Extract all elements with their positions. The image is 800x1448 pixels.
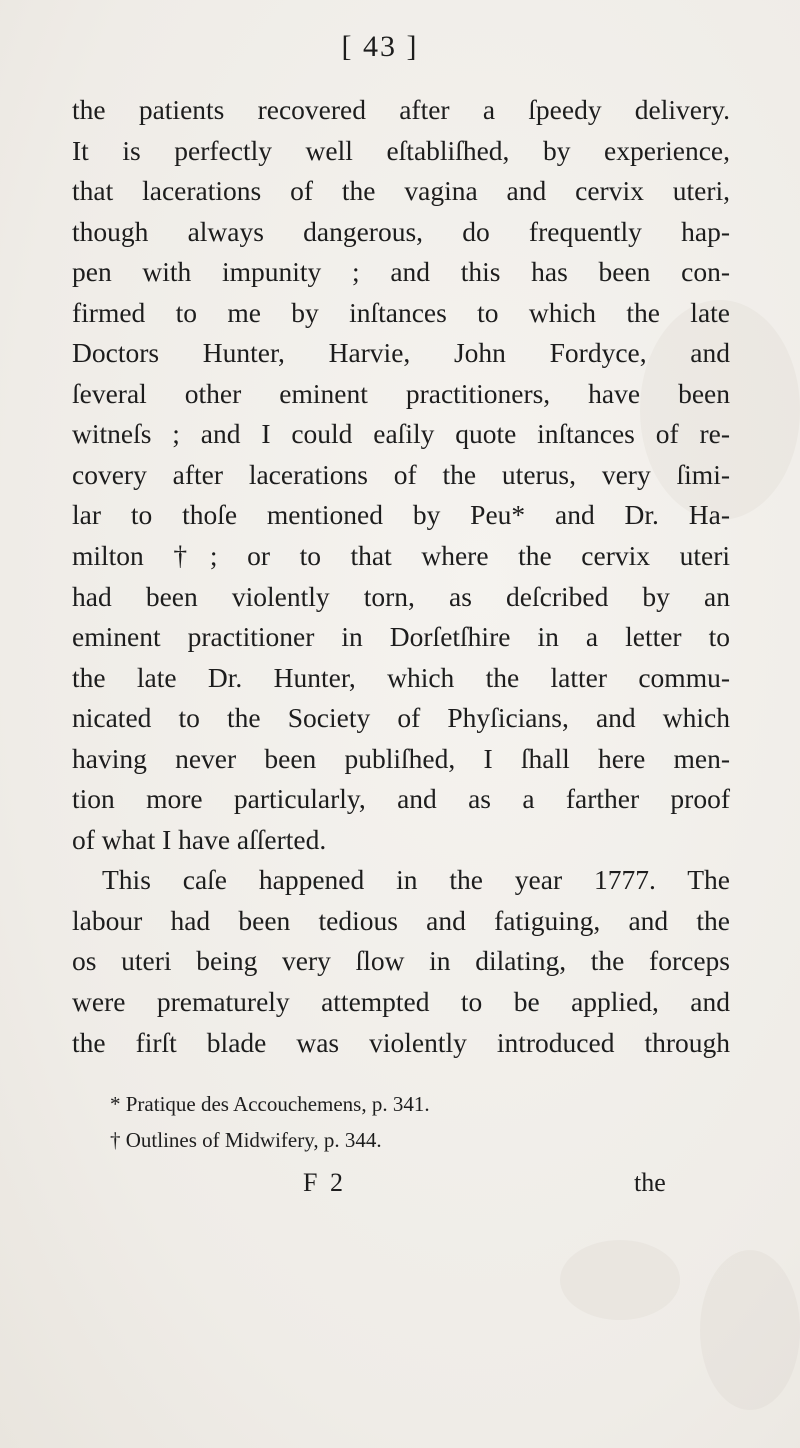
- text-line: though always dangerous, do frequently hap-: [72, 215, 730, 247]
- text-line: lar to thoſe mentioned by Peu* and Dr. Ha-: [72, 499, 730, 531]
- text-line: having never been publiſhed, I ſhall here men-: [72, 742, 730, 774]
- text-line: tion more particularly, and as a farther proof: [72, 783, 730, 815]
- text-line: the late Dr. Hunter, which the latter commu-: [72, 661, 730, 693]
- text-line: the firſt blade was violently introduced through: [72, 1026, 730, 1058]
- text-line: had been violently torn, as deſcribed by an: [72, 580, 730, 612]
- footnote: † Outlines of Midwifery, p. 344.: [110, 1128, 382, 1152]
- text-line: firmed to me by inſtances to which the late: [72, 296, 730, 328]
- text-line: nicated to the Society of Phyſicians, and which: [72, 702, 730, 734]
- text-line: os uteri being very ſlow in dilating, the forceps: [72, 945, 730, 977]
- footnote: * Pratique des Accouchemens, p. 341.: [110, 1092, 430, 1116]
- text-line: ſeveral other eminent practitioners, have been: [72, 377, 730, 409]
- catchword: the: [634, 1168, 666, 1197]
- text-line: of what I have aſſerted.: [72, 823, 327, 855]
- body-text: [72, 90, 730, 1063]
- text-line: pen with impunity ; and this has been con-: [72, 256, 730, 288]
- text-line: witneſs ; and I could eaſily quote inſtances of re-: [72, 418, 730, 450]
- paper-stain: [700, 1250, 800, 1410]
- text-line: covery after lacerations of the uterus, very ſimi-: [72, 458, 730, 490]
- text-line: Doctors Hunter, Harvie, John Fordyce, and: [72, 337, 730, 369]
- paper-stain: [560, 1240, 680, 1320]
- text-line: the patients recovered after a ſpeedy delivery.: [72, 94, 730, 125]
- page-footer: [0, 1168, 800, 1204]
- text-line: eminent practitioner in Dorſetſhire in a letter to: [72, 621, 730, 653]
- footnotes: [72, 1086, 730, 1158]
- text-line: milton †; or to that where the cervix uteri: [72, 540, 730, 572]
- text-line: This caſe happened in the year 1777. The: [102, 864, 730, 896]
- text-line: were prematurely attempted to be applied, and: [72, 986, 730, 1018]
- text-line: that lacerations of the vagina and cervix uteri,: [72, 175, 730, 207]
- text-line: It is perfectly well eſtabliſhed, by experience,: [72, 134, 730, 166]
- text-line: labour had been tedious and fatiguing, and the: [72, 904, 730, 936]
- signature-mark: F 2: [303, 1168, 346, 1197]
- page-number: [ 43 ]: [341, 30, 419, 63]
